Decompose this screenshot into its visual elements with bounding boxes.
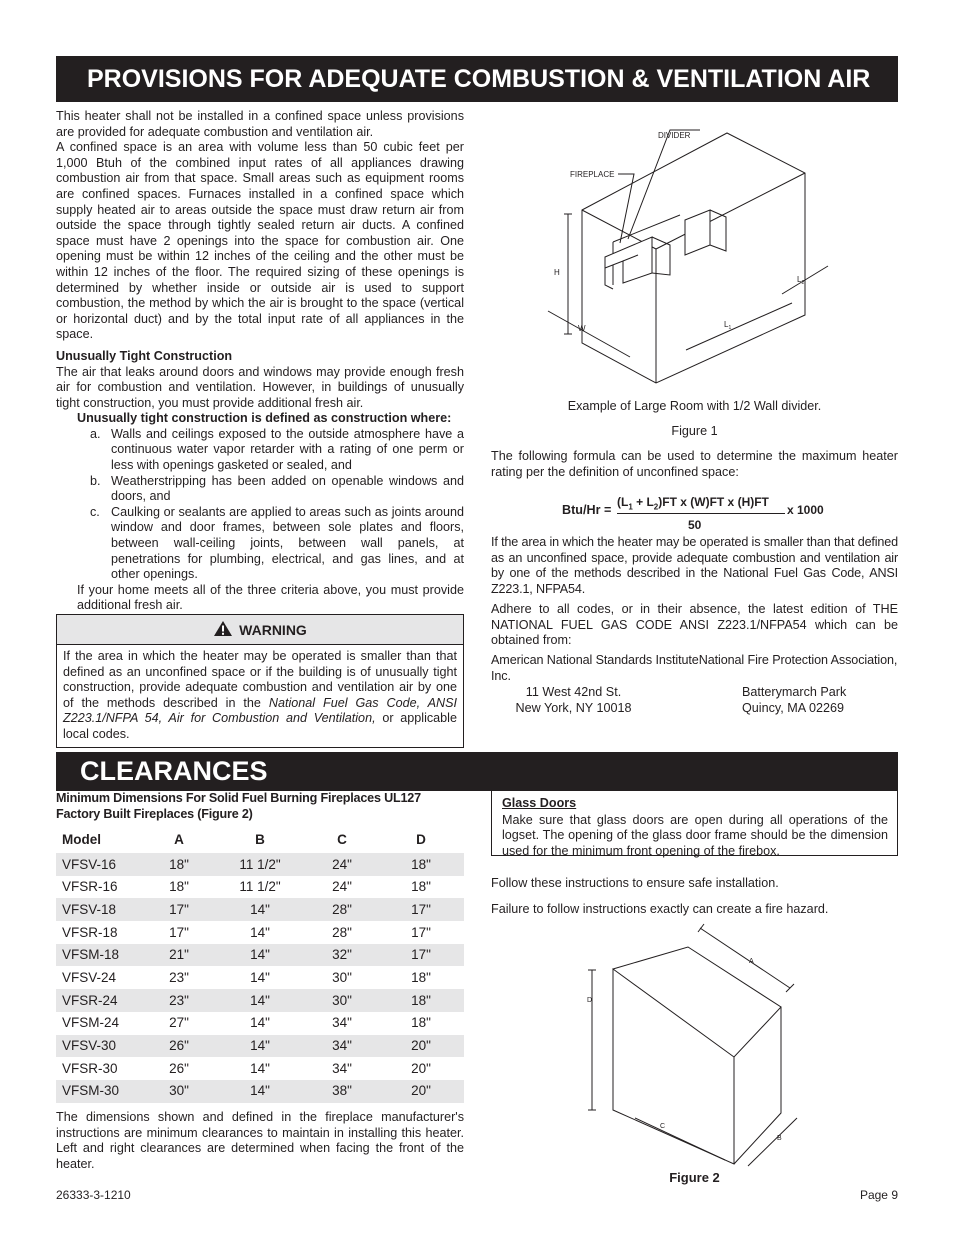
table-row: VFSM-24 27" 14" 34" 18" [62, 1015, 431, 1031]
clearance-table-title: Minimum Dimensions For Solid Fuel Burning Fireplaces UL127 Factory Built Fireplaces (Figure 2) [56, 791, 421, 821]
formula-intro: The following formula can be used to determine the maximum heater rating per the definition of unconfined space: [491, 449, 898, 479]
formula-lhs: Btu/Hr = [562, 503, 612, 517]
table-row: VFSV-16 18" 11 1/2" 24" 18" [56, 853, 464, 876]
table-row: VFSM-30 30" 14" 38" 20" [56, 1080, 464, 1103]
d-label: D [587, 997, 593, 1004]
warning-body: If the area in which the heater may be operated is smaller than that defined as an unconfined space or if the building is of unusually tight construction, provide adequate combustion and ventilation air by one of the methods described in the National Fuel Gas Code, ANSI Z223.1/NFPA 54, Air for Combustion and Ventilation, or applicable local codes. [63, 649, 457, 741]
figure-2-label: Figure 2 [669, 1170, 720, 1185]
smaller-area-paragraph: If the area in which the heater may be operated is smaller than that defined as an unconfined space, provide adequate combustion and ventilation air by one of the methods described in the National Fuel Gas Code, ANSI Z223.1, NFPA54. [491, 535, 898, 596]
figure-1-label: Figure 1 [671, 424, 718, 438]
provisions-title: PROVISIONS FOR ADEQUATE COMBUSTION & VENTILATION AIR [56, 56, 898, 102]
figure-1-room-diagram [530, 125, 850, 385]
warning-title: WARNING [239, 622, 307, 638]
organizations-paragraph: American National Standards InstituteNational Fire Protection Association, Inc. [491, 653, 898, 683]
tight-construction-paragraph: The air that leaks around doors and windows may provide enough fresh air for combustion and ventilation. However, in buildings of unusually tight construction, you must provide additional fresh air. [56, 364, 464, 410]
tight-construction-heading: Unusually Tight Construction [56, 348, 233, 363]
w-label: W [578, 324, 586, 333]
intro-paragraph-2: A confined space is an area with volume less than 50 cubic feet per 1,000 Btuh of the combined input rates of all appliances drawing combustion air from that space. Small areas such as equipment rooms are confined spaces. Furnaces installed in a confined space which supply heated air to areas outside the space must draw return air from outside the space through tightly sealed return air ducts. A confined space must have 2 openings into the space for combustion air. One opening must be within 12 inches of the ceiling and the other must be within 12 inches of the floor. The required sizing of these openings is determined by whether inside or outside air is used to support combustion, the method by which the air is brought to the space (vertical or horizontal duct) and by the total input rate of all appliances in the space. [56, 140, 464, 342]
formula-numerator: $(L_1 + L_2)FT$ x (W)FT x (H)FT [617, 495, 769, 512]
fireplace-label: FIREPLACE [570, 170, 615, 179]
table-row: VFSV-30 26" 14" 34" 20" [56, 1035, 464, 1058]
table-row: VFSR-18 17" 14" 28" 17" [62, 924, 431, 940]
intro-paragraph-1: This heater shall not be installed in a confined space unless provisions are provided for adequate combustion and ventilation air. [56, 109, 464, 139]
table-row: VFSM-18 21" 14" 32" 17" [56, 944, 464, 967]
table-row: VFSV-18 17" 14" 28" 17" [56, 898, 464, 921]
criteria-footer: If your home meets all of the three criteria above, you must provide additional fresh air. [77, 582, 464, 613]
table-row: VFSR-30 26" 14" 34" 20" [62, 1060, 431, 1076]
formula-multiplier: x 1000 [787, 503, 824, 517]
warning-triangle-icon [213, 620, 233, 637]
c-label: C [660, 1123, 666, 1130]
clearances-title: CLEARANCES [56, 752, 898, 791]
table-row: VFSV-24 23" 14" 30" 18" [62, 969, 431, 985]
divider-label: DIVIDER [658, 131, 691, 140]
a-label: A [749, 958, 754, 965]
follow-instructions-text: Follow these instructions to ensure safe installation. [491, 876, 779, 890]
clearance-table [56, 827, 464, 1103]
page-number: Page 9 [859, 1188, 898, 1202]
table-row: VFSR-16 18" 11 1/2" 24" 18" [62, 879, 431, 895]
criteria-item: a. Walls and ceilings exposed to the outside atmosphere have a continuous water vapor retarder with a rating of one perm or less with openings gasketed or sealed, and [90, 426, 464, 473]
provisions-left-column [56, 109, 464, 614]
formula-denominator: 50 [688, 518, 702, 532]
table-row: VFSR-24 23" 14" 30" 18" [56, 989, 464, 1012]
b-label: B [777, 1135, 782, 1142]
fire-hazard-text: Failure to follow instructions exactly can create a fire hazard. [491, 902, 829, 916]
criteria-block [56, 411, 464, 614]
dimensions-paragraph: The dimensions shown and defined in the fireplace manufacturer's instructions are minimum clearances to maintain in installing this heater. Left and right clearances are determined when facing the front of the heater. [56, 1110, 464, 1171]
btu-formula [491, 490, 898, 534]
l2-label: $L_2$ [797, 275, 805, 286]
nfpa-address: Batterymarch Park Quincy, MA 02269 [742, 685, 847, 715]
ansi-address: 11 West 42nd St. New York, NY 10018 [515, 685, 632, 715]
figure-1-caption: Example of Large Room with 1/2 Wall divider. [567, 399, 822, 413]
glass-doors-box [491, 791, 898, 856]
figure-2-fireplace-diagram [580, 920, 820, 1170]
defined-heading: Unusually tight construction is defined as construction where: [77, 411, 452, 426]
criteria-item: c. Caulking or sealants are applied to areas such as joints around window and door frames, between sole plates and floors, between wall-ceiling joints, between wall panels, at penetrations for plumbing, electrical, and gas lines, and at other openings. [90, 504, 464, 582]
warning-box [56, 614, 464, 748]
document-number: 26333-3-1210 [56, 1188, 131, 1202]
l1-label: $L_1$ [724, 320, 732, 331]
criteria-item: b. Weatherstripping has been added on openable windows and doors, and [90, 473, 464, 504]
glass-doors-heading: Glass Doors [502, 796, 577, 810]
warning-header [57, 615, 463, 645]
formula-fraction-bar [617, 513, 785, 514]
glass-doors-paragraph: Make sure that glass doors are open during all operations of the logset. The opening of the glass door frame should be the dimension used for the minimum front opening of the firebox. [502, 812, 888, 858]
h-label: H [554, 268, 560, 277]
criteria-list [77, 427, 464, 583]
table-header-row: Model A B C D [62, 832, 426, 848]
adhere-paragraph: Adhere to all codes, or in their absence, the latest edition of THE NATIONAL FUEL GAS CODE ANSI Z223.1/NFPA54 which can be obtained from: [491, 602, 898, 648]
